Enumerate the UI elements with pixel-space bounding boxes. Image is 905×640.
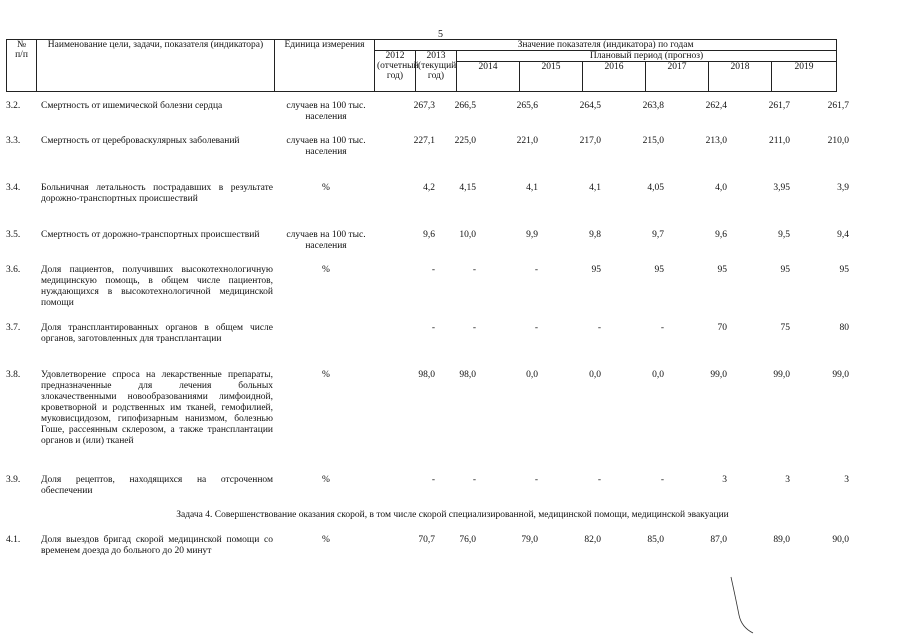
value-cell: -	[472, 265, 476, 275]
value-cell: 85,0	[647, 535, 664, 545]
indicator-name: Больничная летальность пострадавших в результате дорожно-транспортных происшествий	[41, 183, 273, 204]
row-number: 4.1.	[6, 535, 21, 545]
value-cell: 9,4	[837, 230, 849, 240]
col-num-header: № п/п	[7, 40, 37, 92]
col-2012-header: 2012 (отчетный год)	[375, 51, 416, 92]
value-cell: 3,95	[773, 183, 790, 193]
value-cell: -	[597, 323, 601, 333]
value-cell: 9,6	[423, 230, 435, 240]
row-number: 3.2.	[6, 101, 21, 111]
unit-cell: случаев на 100 тыс. населения	[286, 230, 366, 251]
value-cell: -	[431, 265, 435, 275]
value-cell: 76,0	[459, 535, 476, 545]
value-cell: 3	[722, 475, 727, 485]
col-year-header: 2018	[709, 62, 772, 92]
value-cell: 215,0	[642, 136, 664, 146]
value-cell: 9,9	[526, 230, 538, 240]
value-cell: 3	[844, 475, 849, 485]
value-cell: 95	[654, 265, 664, 275]
value-cell: 264,5	[579, 101, 601, 111]
value-cell: -	[597, 475, 601, 485]
value-cell: 3	[785, 475, 790, 485]
value-cell: 99,0	[832, 370, 849, 380]
value-cell: 82,0	[584, 535, 601, 545]
page-number: 5	[438, 29, 443, 40]
unit-cell: %	[322, 183, 330, 193]
value-cell: 95	[591, 265, 601, 275]
value-cell: 225,0	[454, 136, 476, 146]
unit-cell: %	[322, 475, 330, 485]
value-cell: 9,8	[589, 230, 601, 240]
row-number: 3.6.	[6, 265, 21, 275]
value-cell: -	[472, 323, 476, 333]
value-cell: 98,0	[459, 370, 476, 380]
task-4-heading: Задача 4. Совершенствование оказания скорой, в том числе скорой специализированной, медицинской помощи, медицинской эвакуации	[176, 510, 729, 520]
unit-cell: случаев на 100 тыс. населения	[286, 101, 366, 122]
value-cell: 87,0	[710, 535, 727, 545]
value-cell: 213,0	[705, 136, 727, 146]
value-cell: -	[431, 323, 435, 333]
value-cell: 99,0	[773, 370, 790, 380]
value-cell: -	[534, 265, 538, 275]
pen-stroke	[725, 575, 755, 635]
indicator-name: Смертность от ишемической болезни сердца	[41, 101, 223, 111]
value-cell: 266,5	[454, 101, 476, 111]
value-cell: 221,0	[516, 136, 538, 146]
row-number: 3.9.	[6, 475, 21, 485]
value-cell: 217,0	[579, 136, 601, 146]
row-number: 3.7.	[6, 323, 21, 333]
value-cell: 4,1	[589, 183, 601, 193]
indicator-name: Доля рецептов, находящихся на отсроченном обеспечении	[41, 475, 273, 496]
value-cell: -	[534, 323, 538, 333]
unit-cell: случаев на 100 тыс. населения	[286, 136, 366, 157]
value-cell: 3,9	[837, 183, 849, 193]
col-year-header: 2019	[772, 62, 837, 92]
value-cell: 89,0	[773, 535, 790, 545]
value-cell: 95	[780, 265, 790, 275]
col-year-header: 2015	[520, 62, 583, 92]
indicator-name: Доля выездов бригад скорой медицинской помощи со временем доезда до больного до 20 минут	[41, 535, 273, 556]
unit-cell: %	[322, 265, 330, 275]
value-cell: 263,8	[642, 101, 664, 111]
value-cell: 95	[839, 265, 849, 275]
value-cell: 0,0	[652, 370, 664, 380]
value-cell: 4,0	[715, 183, 727, 193]
value-cell: 267,3	[413, 101, 435, 111]
row-number: 3.5.	[6, 230, 21, 240]
value-cell: 265,6	[516, 101, 538, 111]
value-cell: 79,0	[521, 535, 538, 545]
indicator-name: Доля пациентов, получивших высокотехнологичную медицинскую помощь, в общем числе пациентов, нуждающихся в высокотехнологичной медицинской помощи	[41, 265, 273, 308]
value-cell: 98,0	[418, 370, 435, 380]
unit-cell: %	[322, 370, 330, 380]
unit-cell: %	[322, 535, 330, 545]
value-cell: -	[472, 475, 476, 485]
col-year-header: 2014	[457, 62, 520, 92]
value-cell: 9,5	[778, 230, 790, 240]
value-cell: 261,7	[768, 101, 790, 111]
value-cell: -	[534, 475, 538, 485]
value-cell: -	[431, 475, 435, 485]
value-cell: 70	[717, 323, 727, 333]
value-cell: 262,4	[705, 101, 727, 111]
indicator-name: Удовлетворение спроса на лекарственные препараты, предназначенные для лечения больных злокачественными новообразованиями лимфоидной, кроветворной и родственных им тканей, гемофилией, муковисцидозом, гипофизарным нанизмом, болезнью Гоше, рассеянным склерозом, а также трансплантации органов и (или) тканей	[41, 370, 273, 446]
row-number: 3.8.	[6, 370, 21, 380]
value-cell: 211,0	[768, 136, 790, 146]
indicator-name: Смертность от цереброваскулярных заболеваний	[41, 136, 240, 146]
value-cell: -	[660, 323, 664, 333]
value-cell: 95	[717, 265, 727, 275]
indicator-name: Доля трансплантированных органов в общем числе органов, заготовленных для трансплантации	[41, 323, 273, 344]
value-cell: 9,6	[715, 230, 727, 240]
col-year-header: 2016	[583, 62, 646, 92]
value-cell: 0,0	[526, 370, 538, 380]
value-cell: 90,0	[832, 535, 849, 545]
values-header: Значение показателя (индикатора) по годам	[375, 40, 837, 51]
row-number: 3.3.	[6, 136, 21, 146]
value-cell: 10,0	[459, 230, 476, 240]
value-cell: 80	[839, 323, 849, 333]
value-cell: 75	[780, 323, 790, 333]
value-cell: 0,0	[589, 370, 601, 380]
value-cell: 9,7	[652, 230, 664, 240]
value-cell: 210,0	[827, 136, 849, 146]
value-cell: 4,1	[526, 183, 538, 193]
col-2013-header: 2013 (текущий год)	[416, 51, 457, 92]
indicator-name: Смертность от дорожно-транспортных происшествий	[41, 230, 260, 240]
plan-period-header: Плановый период (прогноз)	[457, 51, 837, 62]
value-cell: 4,05	[647, 183, 664, 193]
row-number: 3.4.	[6, 183, 21, 193]
value-cell: 227,1	[413, 136, 435, 146]
value-cell: 99,0	[710, 370, 727, 380]
value-cell: -	[660, 475, 664, 485]
value-cell: 261,7	[827, 101, 849, 111]
col-unit-header: Единица измерения	[275, 40, 375, 92]
value-cell: 4,2	[423, 183, 435, 193]
value-cell: 70,7	[418, 535, 435, 545]
value-cell: 4,15	[459, 183, 476, 193]
col-name-header: Наименование цели, задачи, показателя (индикатора)	[37, 40, 275, 92]
col-year-header: 2017	[646, 62, 709, 92]
table-header	[6, 39, 837, 92]
